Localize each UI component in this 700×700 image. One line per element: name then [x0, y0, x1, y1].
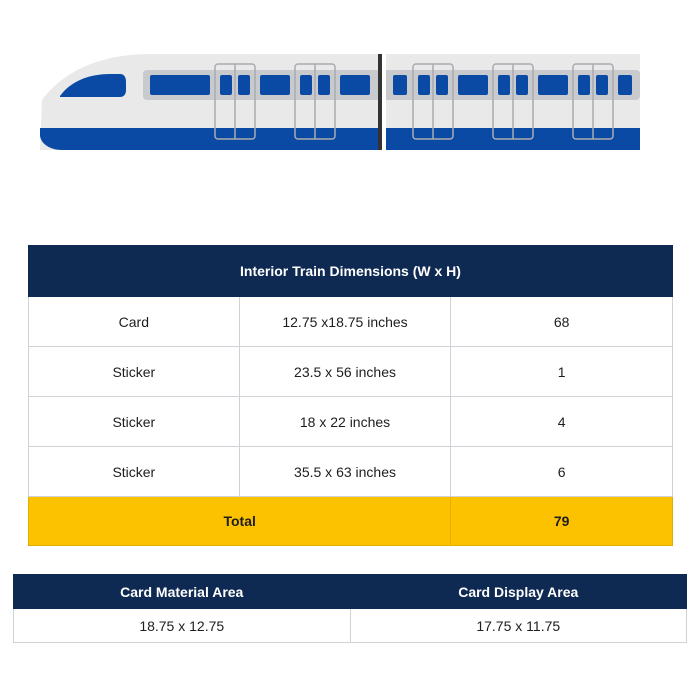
item-size: 35.5 x 63 inches — [239, 447, 451, 497]
table-row — [14, 609, 687, 643]
car-coupling — [378, 54, 382, 150]
train-stripe — [40, 128, 640, 150]
total-row — [29, 497, 673, 546]
card-area-table — [13, 574, 687, 643]
total-label: Total — [29, 497, 451, 546]
card-display-area-header: Card Display Area — [350, 575, 687, 609]
item-size: 12.75 x18.75 inches — [239, 297, 451, 347]
card-material-area-value: 18.75 x 12.75 — [14, 609, 351, 643]
total-value: 79 — [451, 497, 673, 546]
train-illustration — [0, 0, 700, 160]
item-type: Sticker — [29, 347, 240, 397]
card-display-area-value: 17.75 x 11.75 — [350, 609, 687, 643]
interior-table-title: Interior Train Dimensions (W x H) — [29, 246, 673, 297]
item-size: 18 x 22 inches — [239, 397, 451, 447]
item-type: Sticker — [29, 397, 240, 447]
item-quantity: 4 — [451, 397, 673, 447]
item-type: Card — [29, 297, 240, 347]
table-row — [29, 447, 673, 497]
card-material-area-header: Card Material Area — [14, 575, 351, 609]
table-row — [29, 297, 673, 347]
item-size: 23.5 x 56 inches — [239, 347, 451, 397]
interior-dimensions-table — [28, 245, 673, 546]
item-quantity: 68 — [451, 297, 673, 347]
item-quantity: 1 — [451, 347, 673, 397]
item-type: Sticker — [29, 447, 240, 497]
item-quantity: 6 — [451, 447, 673, 497]
table-row — [29, 347, 673, 397]
table-row — [29, 397, 673, 447]
